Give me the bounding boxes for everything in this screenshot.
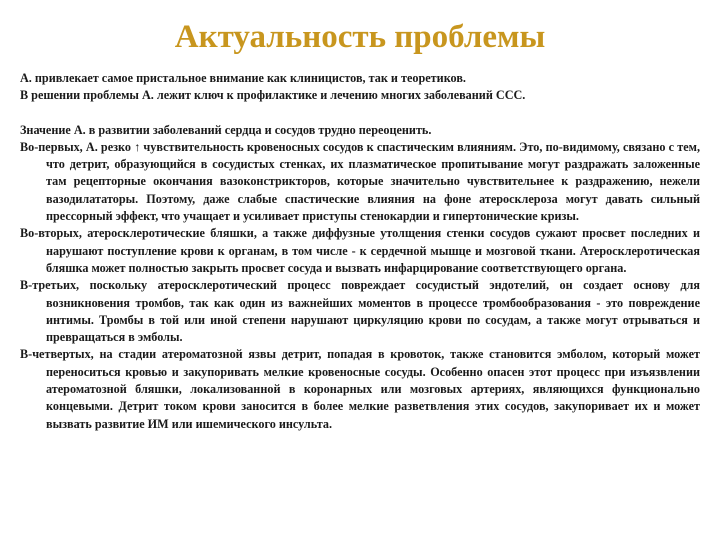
paragraph-third-point: В-третьих, поскольку атеросклеротический процесс повреждает сосудистый эндотелий, он создает основу для возникновения тромбов, так как один из важнейших моментов в процессе тромбообразования - это повреждение интимы. Тромбы в той или иной степени нарушают циркуляцию крови по сосудам, а также могут отрываться и превращаться в эмболы. xyxy=(20,278,700,345)
paragraph-intro-key: В решении проблемы А. лежит ключ к профилактике и лечению многих заболеваний ССС. xyxy=(20,88,526,103)
paragraph-spacer xyxy=(20,105,700,122)
paragraph-significance: Значение А. в развитии заболеваний сердца и сосудов трудно переоценить. xyxy=(20,122,432,137)
paragraph-fourth-point: В-четвертых, на стадии атероматозной язвы детрит, попадая в кровоток, также становится эмболом, который может переноситься кровью и закупоривать мелкие кровеносные сосуды. Особенно опасен этот процесс при изъязвлении атероматозной бляшки, локализованной в коронарных или мозговых артериях, являющихся функционально концевыми. Детрит током крови заносится в более мелкие разветвления этих сосудов, закупоривает их и может вызвать развитие ИМ или ишемического инсульта. xyxy=(20,347,700,431)
slide-title: Актуальность проблемы xyxy=(174,19,546,55)
paragraph-first-point: Во-первых, А. резко ↑ чувствительность кровеносных сосудов к спастическим влияниям. Это, по-видимому, связано с тем, что детрит, образующийся в сосудистых стенках, их плазматическое пропитывание могут раздражать заложенные там рецепторные окончания вазоконстрикторов, которые значительно чувствительнее к раздражению, нежели вазодилататоры. Поэтому, даже слабые спастические влияния на фоне атеросклероза могут давать сильный прессорный эффект, что учащает и усиливает приступы стенокардии и гипертонические кризы. xyxy=(20,139,700,224)
slide-body xyxy=(20,70,700,433)
paragraph-second-point: Во-вторых, атеросклеротические бляшки, а также диффузные утолщения стенки сосудов сужают просвет последних и нарушают поступление крови к органам, в том числе - к сердечной мышце и мозговой ткани. Атеросклеротическая бляшка может полностью закрыть просвет сосуда и вызвать инфарцирование соответствующего органа. xyxy=(20,226,700,275)
paragraph-intro-attention: А. привлекает самое пристальное внимание как клиницистов, так и теоретиков. xyxy=(20,71,466,85)
